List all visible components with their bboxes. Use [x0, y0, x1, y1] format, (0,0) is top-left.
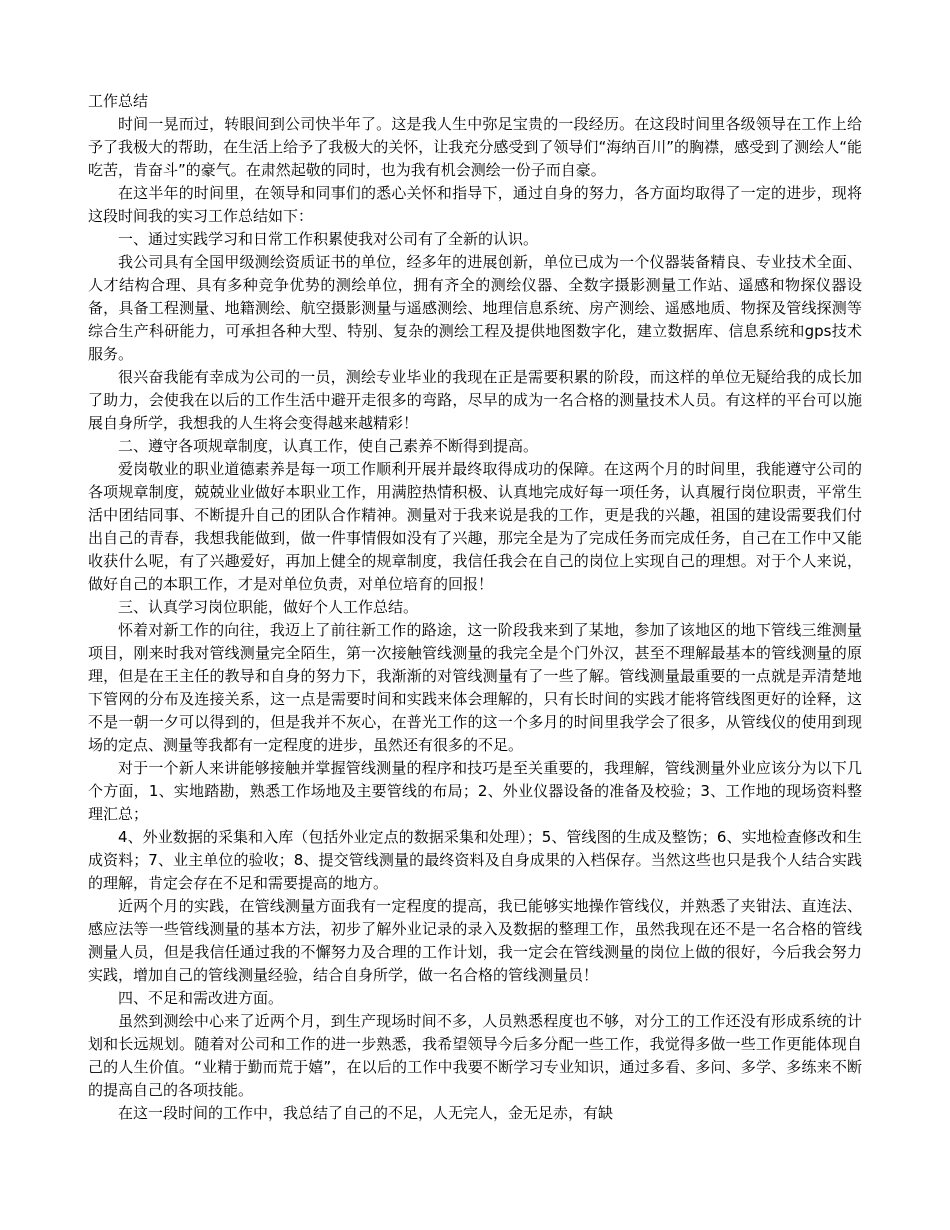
- paragraph-fieldwork-steps-cont: 4、外业数据的采集和入库（包括外业定点的数据采集和处理）；5、管线图的生成及整饬；6、实地检查修改和生成资料；7、业主单位的验收；8、提交管线测量的最终资料及自身成果的入档保存。当然这些也只是我个人结合实践的理解，肯定会存在不足和需要提高的地方。: [88, 828, 862, 892]
- paragraph-growth: 很兴奋我能有幸成为公司的一员，测绘专业毕业的我现在正是需要积累的阶段，而这样的单位无疑给我的成长加了助力，会使我在以后的工作生活中避开走很多的弯路，尽早的成为一名合格的测量技术人员。有这样的平台可以施展自身所学，我想我的人生将会变得越来越精彩！: [88, 368, 862, 432]
- paragraph-ethics: 爱岗敬业的职业道德素养是每一项工作顺利开展并最终取得成功的保障。在这两个月的时间里，我能遵守公司的各项规章制度，兢兢业业做好本职业工作，用满腔热情积极、认真地完成好每一项任务，认真履行岗位职责，平常生活中团结同事、不断提升自己的团队合作精神。测量对于我来说是我的工作，更是我的兴趣，祖国的建设需要我们付出自己的青春，我想我能做到，做一件事情假如没有了兴趣，那完全是为了完成任务而完成任务，自己在工作中又能收获什么呢，有了兴趣爱好，再加上健全的规章制度，我信任我会在自己的岗位上实现自己的理想。对于个人来说，做好自己的本职工作，才是对单位负责，对单位培育的回报！: [88, 460, 862, 593]
- paragraph-practice: 近两个月的实践，在管线测量方面我有一定程度的提高，我已能够实地操作管线仪，并熟悉了夹钳法、直连法、感应法等一些管线测量的基本方法，初步了解外业记录的录入及数据的整理工作，虽然我现在还不是一名合格的管线测量人员，但是我信任通过我的不懈努力及合理的工作计划，我一定会在管线测量的岗位上做的很好，今后我会努力实践，增加自己的管线测量经验，结合自身所学，做一名合格的管线测量员！: [88, 897, 862, 984]
- paragraph-closing: 在这一段时间的工作中，我总结了自己的不足，人无完人，金无足赤，有缺: [118, 1104, 614, 1122]
- paragraph-improvement: 虽然到测绘中心来了近两个月，到生产现场时间不多，人员熟悉程度也不够，对分工的工作还没有形成系统的计划和长远规划。随着对公司和工作的进一步熟悉，我希望领导今后多分配一些工作，我觉得多做一些工作更能体现自己的人生价值。“业精于勤而荒于嬉”，在以后的工作中我要不断学习专业知识，通过多看、多问、多学、多练来不断的提高自己的各项技能。: [88, 1012, 862, 1099]
- paragraph-fieldwork-steps: 对于一个新人来讲能够接触并掌握管线测量的程序和技巧是至关重要的，我理解，管线测量外业应该分为以下几个方面，1、实地踏勘，熟悉工作场地及主要管线的布局；2、外业仪器设备的准备及校验；3、工作地的现场资料整理汇总；: [88, 759, 862, 823]
- section-heading-3: 三、认真学习岗位职能，做好个人工作总结。: [118, 598, 419, 616]
- section-heading-2: 二、遵守各项规章制度，认真工作，使自己素养不断得到提高。: [118, 437, 539, 455]
- section-heading-1: 一、通过实践学习和日常工作积累使我对公司有了全新的认识。: [118, 230, 539, 248]
- paragraph-overview: 在这半年的时间里，在领导和同事们的悉心关怀和指导下，通过自身的努力，各方面均取得了一定的进步，现将这段时间我的实习工作总结如下：: [88, 184, 862, 225]
- document-title: 工作总结: [88, 92, 149, 110]
- section-heading-4: 四、不足和需改进方面。: [118, 989, 284, 1007]
- paragraph-intro: 时间一晃而过，转眼间到公司快半年了。这是我人生中弥足宝贵的一段经历。在这段时间里各级领导在工作上给予了我极大的帮助，在生活上给予了我极大的关怀，让我充分感受到了领导们“海纳百川”的胸襟，感受到了测绘人“能吃苦，肯奋斗”的豪气。在肃然起敬的同时，也为我有机会测绘一份子而自豪。: [88, 115, 862, 179]
- paragraph-pipeline-project: 怀着对新工作的向往，我迈上了前往新工作的路途，这一阶段我来到了某地，参加了该地区的地下管线三维测量项目，刚来时我对管线测量完全陌生，第一次接触管线测量的我完全是个门外汉，甚至不理解最基本的管线测量的原理，但是在王主任的教导和自身的努力下，我渐渐的对管线测量有了一些了解。管线测量最重要的一点就是弄清楚地下管网的分布及连接关系，这一点是需要时间和实践来体会理解的，只有长时间的实践才能将管线图更好的诠释，这不是一朝一夕可以得到的，但是我并不灰心，在普光工作的这一个多月的时间里我学会了很多，从管线仪的使用到现场的定点、测量等我都有一定程度的进步，虽然还有很多的不足。: [88, 621, 862, 754]
- paragraph-company: 我公司具有全国甲级测绘资质证书的单位，经多年的进展创新，单位已成为一个仪器装备精良、专业技术全面、人才结构合理、具有多种竞争优势的测绘单位，拥有齐全的测绘仪器、全数字摄影测量工作站、遥感和物探仪器设备，具备工程测量、地籍测绘、航空摄影测量与遥感测绘、地理信息系统、房产测绘、遥感地质、物探及管线探测等综合生产科研能力，可承担各种大型、特别、复杂的测绘工程及提供地图数字化，建立数据库、信息系统和gps技术服务。: [88, 253, 862, 363]
